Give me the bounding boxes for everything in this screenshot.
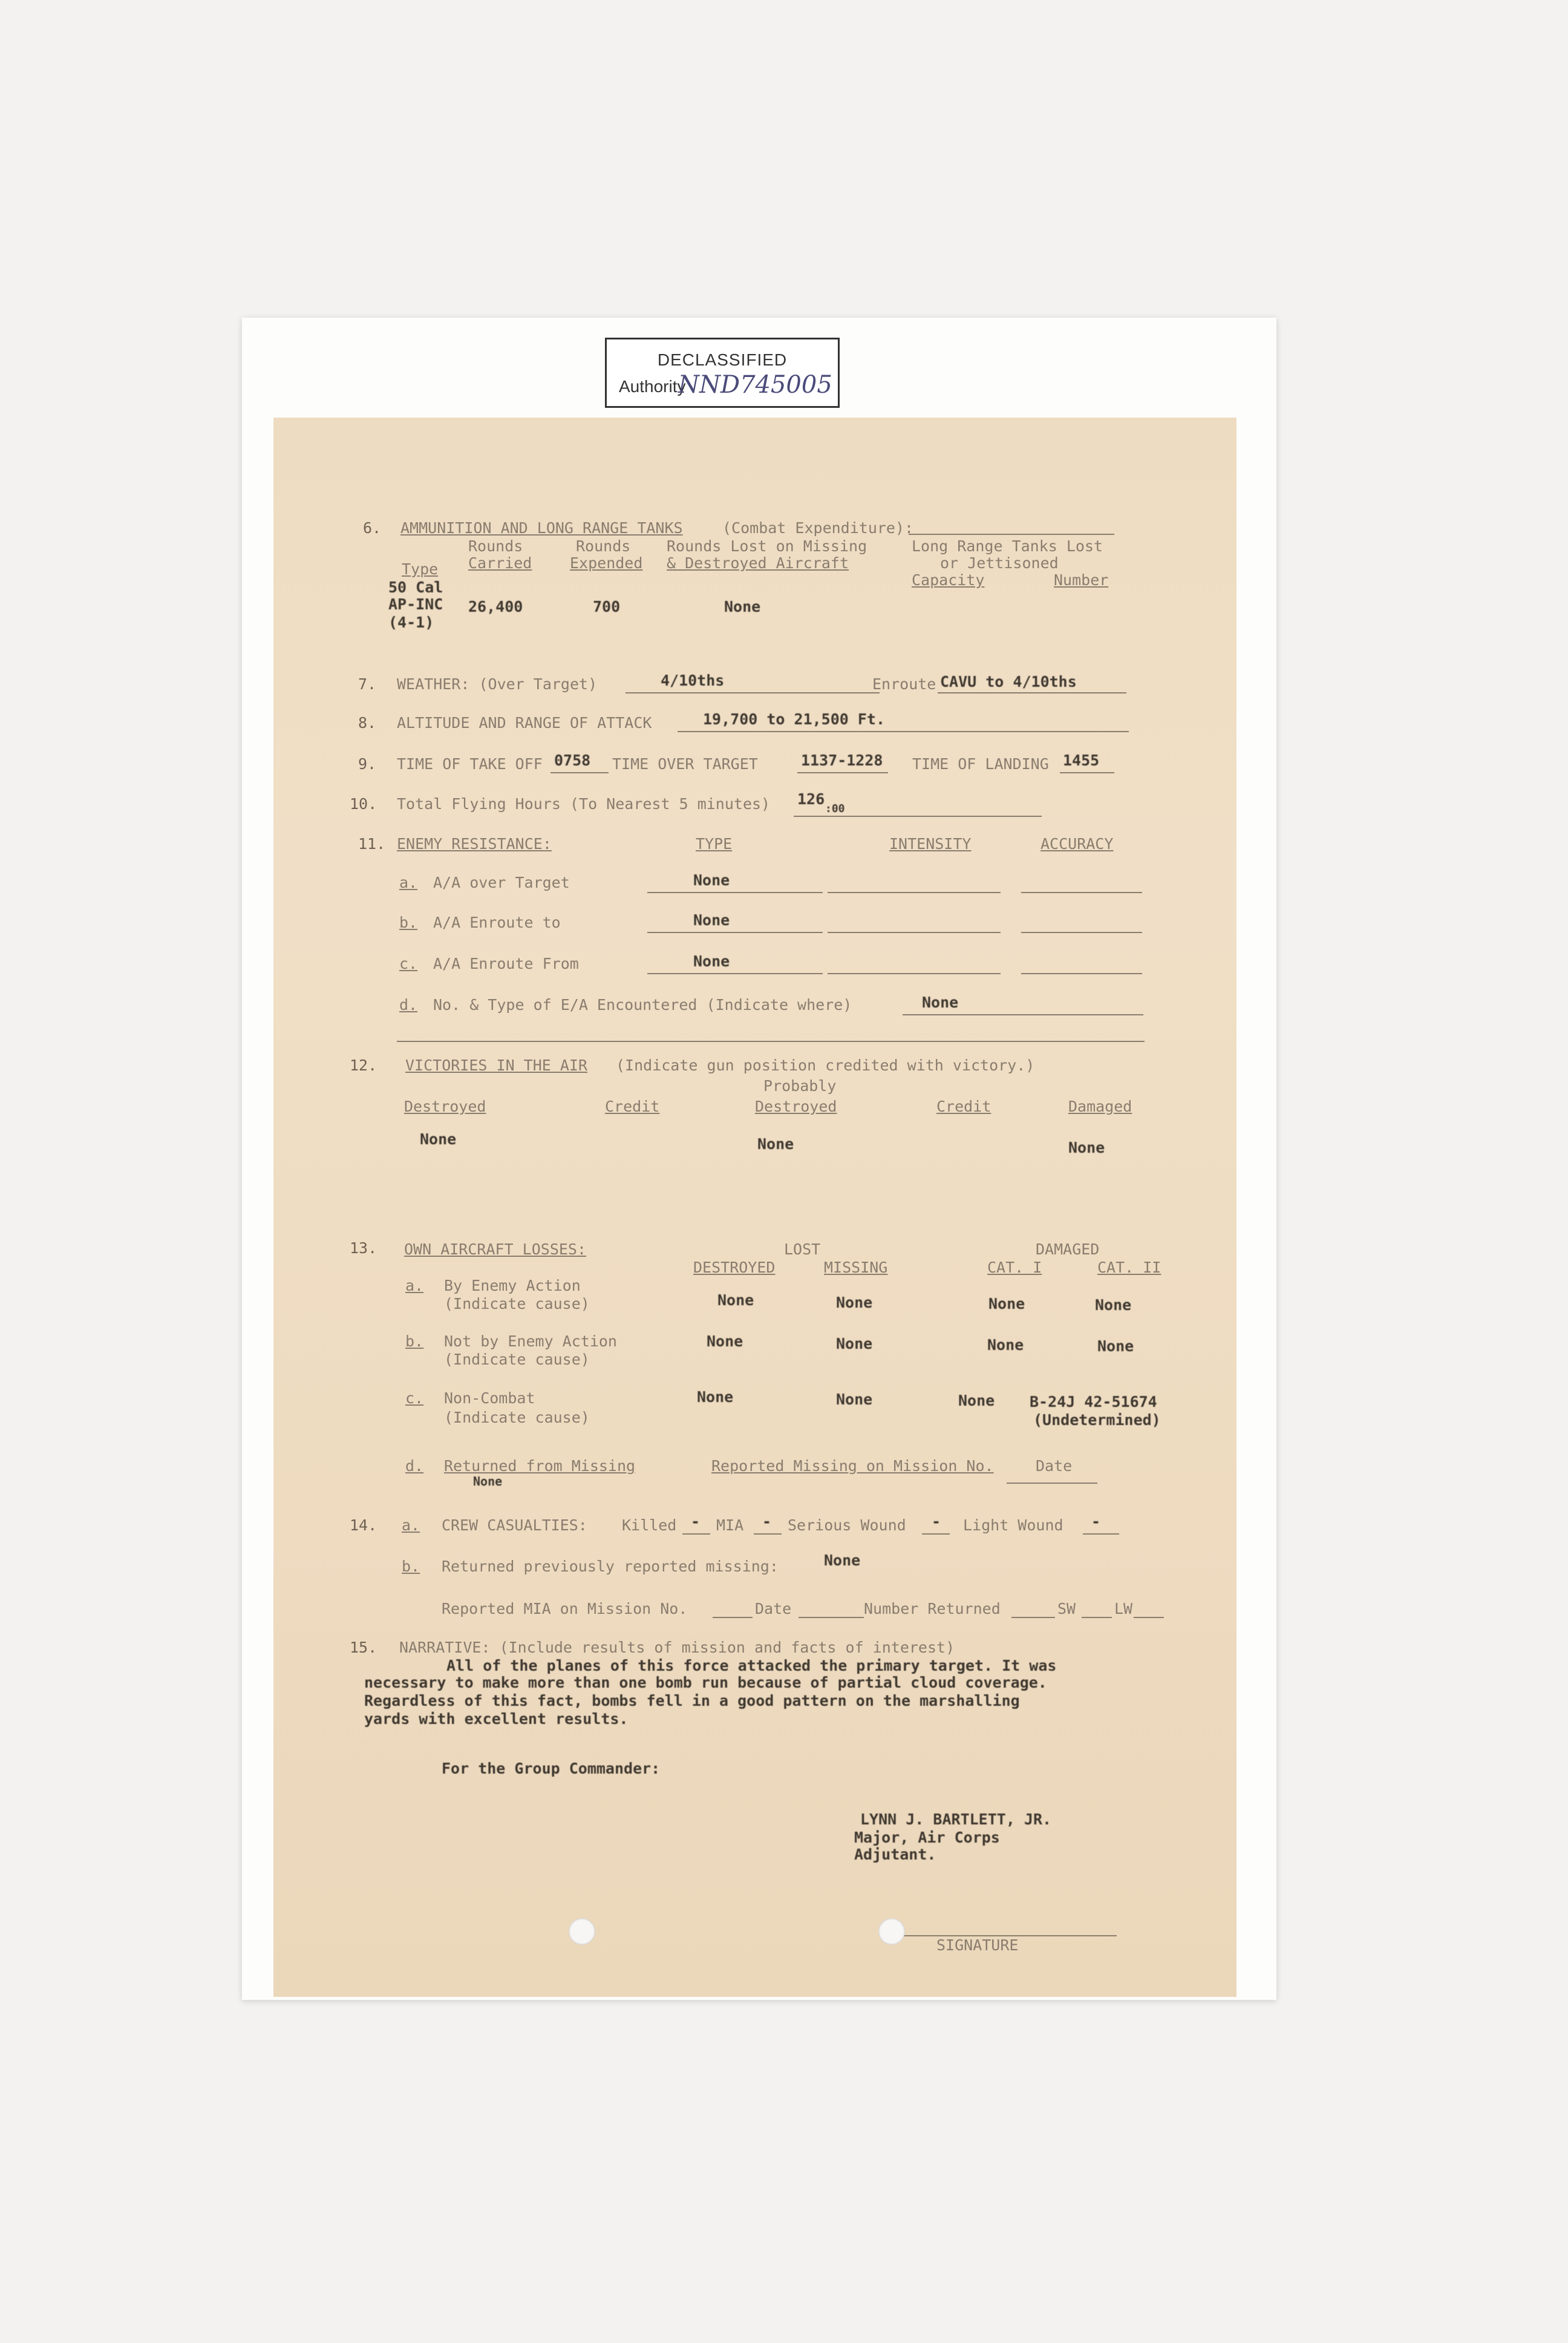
sec11-c-line-1 <box>647 973 823 974</box>
sec15-for-group-commander: For the Group Commander: <box>442 1760 661 1777</box>
sec12-number: 12. <box>350 1057 377 1074</box>
sec9-over: 1137-1228 <box>801 752 883 769</box>
stamp-authority-value: NND745005 <box>678 371 832 399</box>
sec9-takeoff-label: TIME OF TAKE OFF <box>397 755 543 773</box>
sec11-header-intensity: INTENSITY <box>889 835 972 853</box>
sec11-header-type: TYPE <box>696 835 733 853</box>
sec7-enroute: CAVU to 4/10ths <box>940 673 1077 690</box>
sec6-header-tanks-2: or Jettisoned <box>940 554 1059 572</box>
sec15-narrative-line-4: yards with excellent results. <box>364 1710 629 1728</box>
sec7-over-target: 4/10ths <box>661 672 725 689</box>
sec13-d-date-line <box>1007 1483 1097 1484</box>
sec7-line-2 <box>938 692 1126 693</box>
sec13-a-missing: None <box>836 1294 873 1311</box>
sec7-line-1 <box>626 692 880 693</box>
sec6-rounds-carried: 26,400 <box>468 598 523 615</box>
sec6-rounds-expended: 700 <box>593 598 621 615</box>
signature-label: SIGNATURE <box>936 1936 1019 1954</box>
sec11-a-label: A/A over Target <box>433 874 570 891</box>
sec14-reported-label: Reported MIA on Mission No. <box>442 1600 688 1617</box>
sec14-date-line <box>799 1617 864 1618</box>
sec14-sw-line <box>1082 1617 1112 1618</box>
sec6-header-lost-2: & Destroyed Aircraft <box>667 554 849 572</box>
sec14-killed-line <box>682 1533 710 1535</box>
sec11-d-key: d. <box>399 996 418 1014</box>
sec7-enroute-label: Enroute <box>872 675 936 693</box>
sec13-d-date-label: Date <box>1036 1457 1073 1475</box>
sec13-b-key: b. <box>405 1332 424 1350</box>
sec6-header-rounds-carried-1: Rounds <box>468 537 523 555</box>
sec14-mia-label: MIA <box>716 1516 744 1534</box>
sec14-sw-label: SW <box>1057 1600 1076 1617</box>
sec11-b-line-3 <box>1021 932 1142 933</box>
sec8-value: 19,700 to 21,500 Ft. <box>703 710 886 728</box>
sec13-b-cat1: None <box>987 1336 1024 1354</box>
sec11-b-value: None <box>693 911 730 929</box>
sec11-a-line-2 <box>828 892 1001 893</box>
sec10-label: Total Flying Hours (To Nearest 5 minutes) <box>397 795 771 813</box>
sec15-signatory-rank: Major, Air Corps <box>854 1829 1000 1846</box>
sec13-a-cat1: None <box>988 1295 1025 1312</box>
sec13-a-cat2: None <box>1095 1296 1132 1314</box>
declassified-stamp <box>605 338 840 408</box>
sec14-serious-label: Serious Wound <box>788 1516 906 1534</box>
sec14-a-label: CREW CASUALTIES: <box>442 1516 587 1534</box>
punch-hole-right <box>878 1918 905 1945</box>
sec11-d-label: No. & Type of E/A Encountered (Indicate where) <box>433 996 852 1014</box>
sec12-damaged-value: None <box>1068 1139 1105 1156</box>
sec11-title: ENEMY RESISTANCE: <box>397 835 552 853</box>
sec12-header-destroyed: Destroyed <box>404 1098 486 1115</box>
sec12-header-probably: Probably <box>763 1077 837 1095</box>
sec11-d-value: None <box>922 994 959 1011</box>
sec14-serious-line <box>922 1533 950 1535</box>
sec14-a-key: a. <box>402 1516 420 1534</box>
sec14-mia: - <box>762 1513 772 1530</box>
sec15-signatory-name: LYNN J. BARTLETT, JR. <box>860 1810 1052 1828</box>
sec6-type-1: 50 Cal <box>388 578 443 596</box>
sec13-header-missing: MISSING <box>824 1259 888 1276</box>
sec11-b-label: A/A Enroute to <box>433 914 561 931</box>
sec14-b-key: b. <box>402 1558 420 1575</box>
sec13-c-label-2: (Indicate cause) <box>444 1409 590 1426</box>
sec14-light: - <box>1091 1513 1101 1530</box>
sec8-line <box>678 731 1129 732</box>
sec7-label: WEATHER: (Over Target) <box>397 675 598 693</box>
sec8-number: 8. <box>358 714 377 732</box>
sec13-b-label-1: Not by Enemy Action <box>444 1332 617 1350</box>
sec11-c-line-2 <box>828 973 1001 974</box>
sec13-b-cat2: None <box>1097 1337 1134 1355</box>
sec13-c-cat2-aircraft: B-24J 42-51674 <box>1030 1393 1157 1411</box>
sec15-label: NARRATIVE: (Include results of mission and facts of interest) <box>399 1639 955 1656</box>
sec14-returned-label: Number Returned <box>864 1600 1001 1617</box>
sec13-number: 13. <box>350 1239 377 1257</box>
sec11-b-line-1 <box>647 932 823 933</box>
sec11-a-line-3 <box>1021 892 1142 893</box>
sec11-c-label: A/A Enroute From <box>433 955 579 972</box>
sec6-subtitle: (Combat Expenditure): <box>722 519 914 537</box>
sec11-a-line-1 <box>647 892 823 893</box>
sec11-c-value: None <box>693 952 730 970</box>
sec6-header-lost-1: Rounds Lost on Missing <box>667 537 867 555</box>
sec13-c-cat2-cause: (Undetermined) <box>1033 1411 1161 1429</box>
sec6-header-rounds-carried-2: Carried <box>468 554 532 572</box>
sec13-header-damaged: DAMAGED <box>1036 1240 1100 1258</box>
sec11-a-key: a. <box>399 874 418 891</box>
sec12-header-probably-destroyed: Destroyed <box>755 1098 837 1115</box>
sec13-a-destroyed: None <box>717 1291 754 1309</box>
sec13-c-label-1: Non-Combat <box>444 1389 535 1407</box>
sec11-d-line <box>903 1014 1143 1015</box>
sec6-header-type: Type <box>402 560 439 578</box>
sec6-title: AMMUNITION AND LONG RANGE TANKS <box>400 519 683 537</box>
sec14-b-label: Returned previously reported missing: <box>442 1558 779 1575</box>
sec12-title: VICTORIES IN THE AIR <box>405 1057 588 1074</box>
sec13-d-value: None <box>473 1474 503 1489</box>
sec13-c-missing: None <box>836 1391 873 1408</box>
stamp-title: DECLASSIFIED <box>657 350 788 369</box>
sec13-b-missing: None <box>836 1335 873 1352</box>
sec6-header-rounds-expended-1: Rounds <box>576 537 631 555</box>
sec10-number: 10. <box>350 795 377 813</box>
sec14-lw-label: LW <box>1114 1600 1133 1617</box>
sec14-mia-line <box>754 1533 782 1535</box>
sec11-header-accuracy: ACCURACY <box>1040 835 1114 853</box>
sec13-d-key: d. <box>405 1457 424 1475</box>
sec14-date-label: Date <box>755 1600 792 1617</box>
sec14-killed: - <box>691 1513 701 1530</box>
sec15-narrative-line-2: necessary to make more than one bomb run because of partial cloud coverage. <box>364 1674 1047 1691</box>
sec12-header-credit-1: Credit <box>605 1098 660 1115</box>
sec15-signatory-title: Adjutant. <box>854 1846 936 1863</box>
sec9-landing: 1455 <box>1063 752 1100 769</box>
sec13-c-cat1: None <box>958 1392 995 1409</box>
sec14-reported-line <box>713 1617 753 1618</box>
sec6-type-3: (4-1) <box>388 614 434 631</box>
sec11-c-line-3 <box>1021 973 1142 974</box>
sec9-line-1 <box>550 772 609 773</box>
sec14-serious: - <box>932 1513 941 1530</box>
sec6-header-number: Number <box>1054 571 1109 589</box>
sec13-header-cat1: CAT. I <box>987 1259 1042 1276</box>
stamp-authority-label: Authority <box>619 377 686 396</box>
sec6-header-capacity: Capacity <box>912 571 985 589</box>
sec6-header-rounds-expended-2: Expended <box>570 554 643 572</box>
sec14-number: 14. <box>350 1516 377 1534</box>
sec12-header-damaged: Damaged <box>1068 1098 1132 1115</box>
sec13-header-destroyed: DESTROYED <box>693 1259 776 1276</box>
sec14-light-label: Light Wound <box>963 1516 1063 1534</box>
sec9-line-2 <box>797 772 888 773</box>
sec13-b-destroyed: None <box>707 1332 743 1350</box>
sec11-b-key: b. <box>399 914 418 931</box>
sec12-header-credit-2: Credit <box>936 1098 991 1115</box>
sec6-type-2: AP-INC <box>388 595 443 613</box>
sec13-c-destroyed: None <box>697 1388 734 1406</box>
sec14-lw-line <box>1134 1617 1164 1618</box>
sec13-a-label-1: By Enemy Action <box>444 1277 581 1294</box>
sec11-b-line-2 <box>828 932 1001 933</box>
sec13-d-reported-label: Reported Missing on Mission No. <box>711 1457 994 1475</box>
sec15-narrative-line-3: Regardless of this fact, bombs fell in a good pattern on the marshalling <box>364 1692 1020 1709</box>
sec11-a-value: None <box>693 871 730 889</box>
sec13-d-label: Returned from Missing <box>444 1457 636 1475</box>
sec10-line <box>794 816 1042 817</box>
sec13-c-key: c. <box>405 1389 424 1407</box>
sec13-b-label-2: (Indicate cause) <box>444 1351 590 1368</box>
sec6-rule <box>909 534 1114 535</box>
sec9-line-3 <box>1060 772 1114 773</box>
sec15-number: 15. <box>350 1639 377 1656</box>
sec13-header-cat2: CAT. II <box>1097 1259 1161 1276</box>
sec10-value: 126 <box>797 790 825 808</box>
punch-hole-left <box>569 1918 595 1945</box>
sec13-header-lost: LOST <box>784 1240 821 1258</box>
sec14-returned-line <box>1011 1617 1055 1618</box>
mission-report-page <box>273 418 1236 1997</box>
sec12-subtitle: (Indicate gun position credited with victory.) <box>616 1057 1035 1074</box>
sec7-number: 7. <box>358 675 377 693</box>
sec12-destroyed-value: None <box>420 1130 457 1148</box>
sec11-separator <box>397 1041 1145 1042</box>
sec14-killed-label: Killed <box>622 1516 677 1534</box>
sec6-rounds-lost: None <box>724 598 761 615</box>
sec13-a-label-2: (Indicate cause) <box>444 1295 590 1312</box>
sec9-landing-label: TIME OF LANDING <box>912 755 1049 773</box>
sec12-probably-value: None <box>757 1135 794 1153</box>
sec6-number: 6. <box>363 519 382 537</box>
sec8-label: ALTITUDE AND RANGE OF ATTACK <box>397 714 652 732</box>
sec6-header-tanks-1: Long Range Tanks Lost <box>912 537 1103 555</box>
sec9-takeoff: 0758 <box>554 752 591 769</box>
sec11-c-key: c. <box>399 955 418 972</box>
sec13-title: OWN AIRCRAFT LOSSES: <box>404 1240 587 1258</box>
sec11-number: 11. <box>358 835 386 853</box>
sec14-b-value: None <box>824 1552 861 1569</box>
sec13-a-key: a. <box>405 1277 424 1294</box>
sec15-narrative-line-1: All of the planes of this force attacked the primary target. It was <box>446 1657 1057 1674</box>
sec14-light-line <box>1083 1533 1119 1535</box>
sec10-value-minutes: :00 <box>825 802 845 815</box>
sec9-over-label: TIME OVER TARGET <box>612 755 758 773</box>
sec9-number: 9. <box>358 755 377 773</box>
